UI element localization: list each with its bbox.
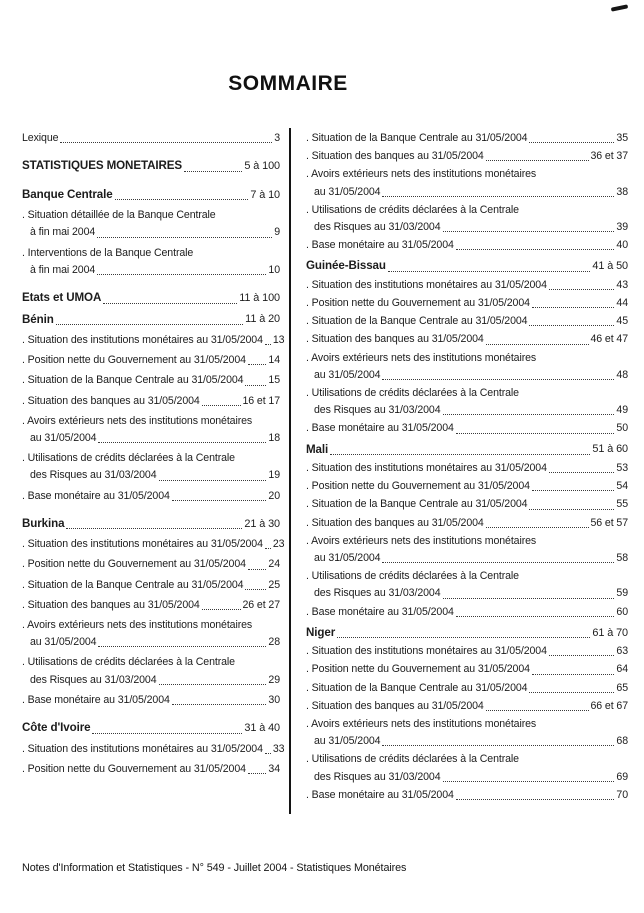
toc-entry-label: Banque Centrale — [22, 187, 113, 201]
toc-entry — [22, 394, 280, 408]
toc-entry-label: au 31/05/2004 — [30, 432, 97, 444]
toc-entry-label: . Situation des institutions monétaires au 31/05/2004 — [22, 742, 263, 755]
toc-entry — [306, 717, 628, 748]
page-number: 35 — [616, 132, 628, 144]
toc-entry — [306, 386, 628, 417]
dot-leader — [486, 710, 589, 711]
page-title: SOMMAIRE — [228, 72, 348, 96]
page-number: 25 — [268, 578, 280, 591]
toc-entry-label: . Position nette du Gouvernement au 31/05/2004 — [306, 663, 530, 676]
page-number: 10 — [268, 263, 280, 276]
page-number: 5 à 100 — [244, 160, 280, 173]
toc-entry-label: . Base monétaire au 31/05/2004 — [306, 239, 454, 252]
toc-entry-label: . Situation de la Banque Centrale au 31/05/2004 — [22, 374, 244, 387]
page-number: 60 — [616, 605, 628, 618]
page-number: 36 et 37 — [590, 150, 628, 163]
page-number: 48 — [616, 368, 628, 381]
toc-entry — [22, 333, 285, 347]
toc-entry — [22, 598, 280, 612]
toc-entry — [306, 534, 628, 565]
dot-leader — [486, 160, 589, 161]
toc-entry-label: . Situation de la Banque Centrale au 31/05/2004 — [22, 578, 244, 591]
page-number: 38 — [616, 185, 628, 198]
dot-leader — [245, 385, 266, 386]
toc-entry-label: . Utilisations de crédits déclarées à la Centrale — [22, 656, 235, 669]
toc-entry — [306, 278, 628, 292]
toc-entry — [306, 479, 628, 493]
page-number: 44 — [616, 297, 628, 310]
dot-leader — [382, 562, 614, 563]
toc-entry — [306, 332, 628, 346]
toc-entry-label: Niger — [306, 625, 336, 639]
toc-entry-label: des Risques au 31/03/2004 — [314, 220, 441, 233]
toc-entry — [22, 246, 280, 277]
toc-entry-label: . Base monétaire au 31/05/2004 — [306, 422, 454, 435]
dot-leader — [532, 307, 614, 308]
page-number: 31 à 40 — [244, 721, 280, 734]
toc-entry-label: . Situation de la Banque Centrale au 31/05/2004 — [306, 132, 528, 144]
toc-entry-label: . Situation des banques au 31/05/2004 — [306, 150, 484, 163]
toc-entry-label: . Situation de la Banque Centrale au 31/05/2004 — [306, 681, 528, 694]
dot-leader — [245, 589, 266, 590]
toc-entry — [306, 644, 628, 658]
page-number: 26 et 27 — [242, 598, 280, 611]
toc-entry — [306, 625, 628, 641]
toc-entry — [22, 742, 285, 756]
dot-leader — [443, 598, 615, 599]
toc-entry — [22, 187, 280, 203]
toc-entry — [306, 203, 628, 234]
page-number: 43 — [616, 278, 628, 291]
toc-entry — [22, 208, 280, 239]
dot-leader — [382, 379, 614, 380]
dot-leader — [159, 480, 267, 481]
toc-entry-label: . Position nette du Gouvernement au 31/05/2004 — [306, 297, 530, 310]
toc-entry-label: . Avoirs extérieurs nets des institutions monétaires — [22, 619, 253, 632]
toc-entry-label: . Avoirs extérieurs nets des institutions monétaires — [22, 414, 253, 427]
dot-leader — [103, 303, 237, 304]
page-number: 55 — [616, 498, 628, 511]
toc-column-left — [22, 131, 285, 806]
toc-entry-label: . Situation des banques au 31/05/2004 — [306, 516, 484, 529]
toc-entry-label: . Interventions de la Banque Centrale — [22, 246, 194, 259]
toc-entry-label: des Risques au 31/03/2004 — [30, 469, 157, 482]
toc-entry-label: . Base monétaire au 31/05/2004 — [306, 605, 454, 618]
column-divider — [289, 128, 291, 814]
toc-entry-label: au 31/05/2004 — [314, 368, 381, 381]
dot-leader — [549, 472, 615, 473]
page-number: 46 et 47 — [590, 333, 628, 346]
toc-entry-label: . Situation des banques au 31/05/2004 — [306, 699, 484, 712]
toc-entry-label: à fin mai 2004 — [30, 263, 96, 276]
toc-entry-label: au 31/05/2004 — [314, 552, 381, 564]
page-number: 63 — [616, 645, 628, 658]
page-number: 64 — [616, 663, 628, 676]
toc-entry-label: . Utilisations de crédits déclarées à la Centrale — [306, 203, 519, 216]
dot-leader — [532, 490, 614, 491]
dot-leader — [159, 684, 267, 685]
page-number: 33 — [272, 742, 285, 755]
page-number: 70 — [616, 788, 628, 801]
dot-leader — [549, 289, 615, 290]
dot-leader — [98, 646, 266, 647]
toc-entry-label: . Utilisations de crédits déclarées à la Centrale — [22, 452, 235, 465]
toc-entry-label: des Risques au 31/03/2004 — [30, 673, 157, 686]
toc-entry-label: . Avoirs extérieurs nets des institutions monétaires — [306, 718, 537, 731]
dot-leader — [66, 528, 242, 529]
toc-entry — [306, 167, 628, 198]
toc-entry — [22, 762, 280, 776]
toc-entry-label: des Risques au 31/03/2004 — [314, 404, 441, 417]
toc-entry — [306, 497, 628, 511]
toc-entry-label: . Situation des banques au 31/05/2004 — [306, 333, 484, 346]
toc-entry — [306, 149, 628, 163]
dot-leader — [382, 745, 614, 746]
page-number: 30 — [268, 693, 280, 706]
toc-entry-label: . Situation des banques au 31/05/2004 — [22, 598, 200, 611]
page-number: 66 et 67 — [590, 699, 628, 712]
toc-entry — [306, 662, 628, 676]
dot-leader — [202, 405, 241, 406]
dot-leader — [456, 616, 615, 617]
toc-entry-label: . Position nette du Gouvernement au 31/05/2004 — [22, 762, 246, 775]
toc-entry — [22, 557, 280, 571]
dot-leader — [529, 692, 614, 693]
dot-leader — [265, 753, 271, 754]
toc-entry-label: Côte d'Ivoire — [22, 720, 91, 734]
toc-entry-label: . Utilisations de crédits déclarées à la Centrale — [306, 753, 519, 766]
page-number: 56 et 57 — [590, 516, 628, 529]
page-number: 21 à 30 — [244, 517, 280, 530]
dot-leader — [382, 196, 614, 197]
toc-entry — [306, 296, 628, 310]
page-number: 11 à 100 — [239, 291, 280, 304]
toc-entry-label: . Situation de la Banque Centrale au 31/05/2004 — [306, 498, 528, 511]
page-number: 13 — [272, 334, 285, 347]
toc-entry — [306, 605, 628, 619]
toc-entry-label: . Avoirs extérieurs nets des institutions monétaires — [306, 351, 537, 364]
dot-leader — [248, 569, 266, 570]
toc-entry-label: à fin mai 2004 — [30, 226, 96, 239]
page-number: 29 — [268, 673, 280, 686]
page-number: 16 et 17 — [242, 394, 280, 407]
toc-entry — [22, 290, 280, 306]
dot-leader — [388, 271, 590, 272]
scan-artifact-mark — [611, 4, 628, 11]
toc-entry-label: . Utilisations de crédits déclarées à la Centrale — [306, 386, 519, 399]
toc-entry — [306, 131, 628, 145]
dot-leader — [486, 344, 589, 345]
page-number: 59 — [616, 587, 628, 600]
toc-entry-label: . Situation des institutions monétaires au 31/05/2004 — [22, 334, 263, 347]
toc-entry-label: des Risques au 31/03/2004 — [314, 587, 441, 600]
toc-entry-label: . Base monétaire au 31/05/2004 — [22, 693, 170, 706]
dot-leader — [97, 237, 272, 238]
toc-entry-label: Etats et UMOA — [22, 291, 102, 304]
page-number: 68 — [616, 735, 628, 748]
toc-entry — [306, 461, 628, 475]
toc-entry-label: . Position nette du Gouvernement au 31/05/2004 — [22, 558, 246, 571]
toc-entry — [306, 699, 628, 713]
page-number: 41 à 50 — [592, 260, 628, 273]
dot-leader — [172, 500, 267, 501]
toc-entry — [22, 578, 280, 592]
toc-entry — [306, 421, 628, 435]
dot-leader — [529, 509, 614, 510]
page-number: 14 — [268, 354, 280, 367]
page-number: 50 — [616, 422, 628, 435]
toc-entry-label: . Situation détaillée de la Banque Centrale — [22, 209, 216, 222]
dot-leader — [443, 231, 615, 232]
dot-leader — [248, 364, 266, 365]
page-number: 18 — [268, 432, 280, 444]
toc-entry-label: au 31/05/2004 — [314, 735, 381, 748]
dot-leader — [98, 442, 266, 443]
toc-entry — [306, 516, 628, 530]
toc-entry-label: . Utilisations de crédits déclarées à la Centrale — [306, 570, 519, 583]
page-number: 69 — [616, 770, 628, 783]
dot-leader — [456, 249, 615, 250]
toc-entry — [22, 353, 280, 367]
toc-entry — [306, 681, 628, 695]
dot-leader — [265, 548, 271, 549]
toc-entry-label: Mali — [306, 442, 329, 456]
page-number: 65 — [616, 681, 628, 694]
toc-entry — [22, 693, 280, 707]
dot-leader — [172, 704, 267, 705]
toc-entry-label: Guinée-Bissau — [306, 259, 386, 273]
toc-entry — [22, 537, 285, 551]
page-number: 28 — [268, 636, 280, 649]
toc-column-right — [306, 131, 628, 806]
toc-entry-label: . Situation des institutions monétaires au 31/05/2004 — [22, 538, 263, 551]
toc-entry-label: . Position nette du Gouvernement au 31/05/2004 — [22, 354, 246, 367]
toc-entry — [22, 131, 280, 145]
dot-leader — [60, 142, 272, 143]
toc-entry-label: . Situation des banques au 31/05/2004 — [22, 394, 200, 407]
page-number: 9 — [274, 226, 280, 239]
toc-entry — [22, 618, 280, 649]
toc-entry-label: STATISTIQUES MONETAIRES — [22, 159, 183, 173]
page-number: 40 — [616, 239, 628, 252]
page-number: 49 — [616, 404, 628, 417]
toc-entry — [306, 569, 628, 600]
toc-entry-label: au 31/05/2004 — [30, 636, 97, 649]
toc-entry — [22, 655, 280, 686]
dot-leader — [97, 274, 266, 275]
page-footer: Notes d'Information et Statistiques - N° 549 - Juillet 2004 - Statistiques Monétaires — [22, 862, 407, 874]
toc-entry — [306, 314, 628, 328]
page-number: 54 — [616, 480, 628, 493]
toc-entry — [306, 788, 628, 802]
toc — [22, 131, 628, 806]
toc-entry — [22, 720, 280, 736]
toc-entry — [22, 158, 280, 174]
page-number: 11 à 20 — [245, 313, 280, 326]
dot-leader — [330, 454, 590, 455]
dot-leader — [337, 637, 590, 638]
toc-entry — [306, 442, 628, 458]
toc-entry-label: . Base monétaire au 31/05/2004 — [306, 788, 454, 801]
page-number: 24 — [268, 558, 280, 571]
toc-entry-label: des Risques au 31/03/2004 — [314, 770, 441, 783]
dot-leader — [115, 199, 249, 200]
page-number: 34 — [268, 762, 280, 775]
toc-entry — [22, 516, 280, 532]
dot-leader — [529, 325, 614, 326]
toc-entry — [306, 752, 628, 783]
toc-entry-label: . Situation des institutions monétaires au 31/05/2004 — [306, 645, 547, 658]
dot-leader — [443, 781, 615, 782]
page-number: 61 à 70 — [592, 626, 628, 639]
dot-leader — [202, 609, 241, 610]
toc-entry-label: . Avoirs extérieurs nets des institutions monétaires — [306, 168, 537, 181]
toc-entry — [22, 414, 280, 445]
toc-entry-label: au 31/05/2004 — [314, 185, 381, 198]
dot-leader — [443, 414, 615, 415]
page-number: 19 — [268, 469, 280, 482]
dot-leader — [248, 773, 266, 774]
dot-leader — [92, 733, 242, 734]
page-number: 45 — [616, 315, 628, 328]
dot-leader — [184, 171, 242, 172]
page-number: 58 — [616, 552, 628, 564]
page-number: 39 — [616, 220, 628, 233]
toc-entry — [306, 258, 628, 274]
dot-leader — [456, 433, 615, 434]
dot-leader — [549, 655, 615, 656]
dot-leader — [265, 344, 271, 345]
toc-entry — [22, 451, 280, 482]
toc-entry-label: Bénin — [22, 312, 54, 326]
toc-entry — [22, 489, 280, 503]
dot-leader — [532, 674, 614, 675]
toc-entry — [306, 351, 628, 382]
toc-entry — [22, 373, 280, 387]
page-number: 7 à 10 — [250, 188, 280, 201]
toc-entry-label: . Base monétaire au 31/05/2004 — [22, 489, 170, 502]
toc-entry-label: Lexique — [22, 132, 59, 144]
dot-leader — [529, 142, 614, 143]
toc-entry — [306, 238, 628, 252]
page-number: 20 — [268, 489, 280, 502]
page-number: 3 — [274, 132, 280, 144]
page-number: 15 — [268, 374, 280, 387]
page-number: 23 — [272, 538, 285, 551]
toc-entry-label: . Avoirs extérieurs nets des institutions monétaires — [306, 534, 537, 547]
toc-entry-label: . Situation des institutions monétaires au 31/05/2004 — [306, 462, 547, 475]
toc-entry-label: . Situation des institutions monétaires au 31/05/2004 — [306, 278, 547, 291]
toc-entry — [22, 312, 280, 328]
page-number: 51 à 60 — [592, 443, 628, 456]
toc-entry-label: . Position nette du Gouvernement au 31/05/2004 — [306, 480, 530, 493]
dot-leader — [56, 324, 243, 325]
dot-leader — [456, 799, 615, 800]
toc-entry-label: . Situation de la Banque Centrale au 31/05/2004 — [306, 315, 528, 328]
page-number: 53 — [616, 462, 628, 475]
dot-leader — [486, 527, 589, 528]
toc-entry-label: Burkina — [22, 516, 65, 530]
